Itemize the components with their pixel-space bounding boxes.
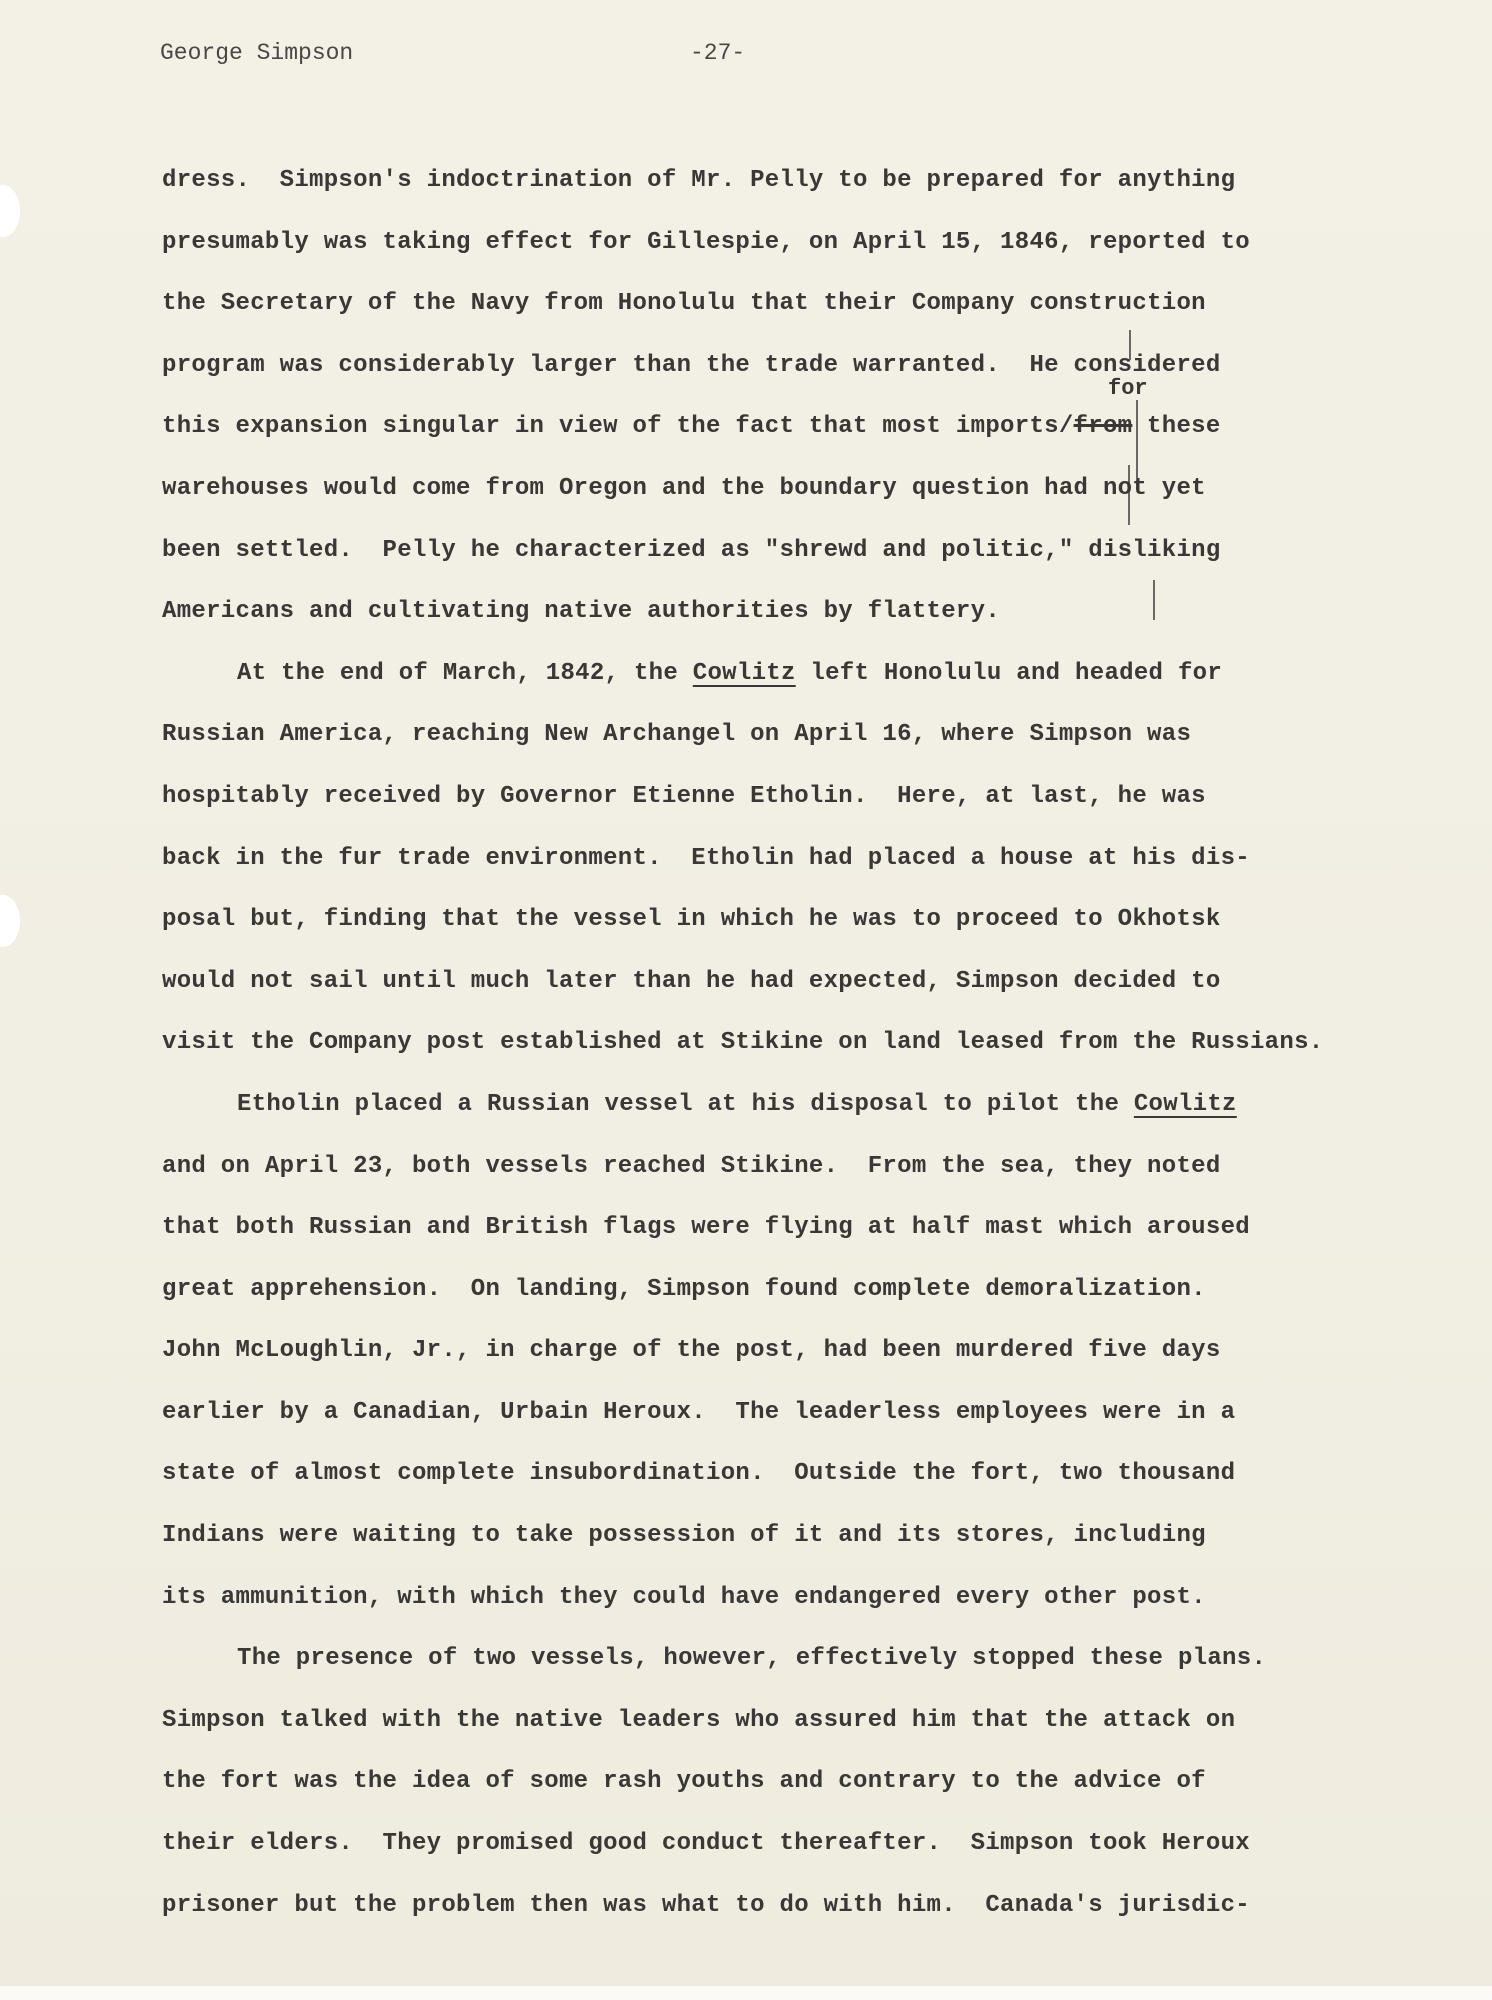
text-line: great apprehension. On landing, Simpson found complete demoralization. bbox=[162, 1275, 1206, 1303]
text-segment: At the end of March, 1842, the bbox=[237, 659, 693, 687]
body-text bbox=[162, 150, 1392, 1936]
punch-hole bbox=[0, 185, 20, 237]
text-segment: Etholin placed a Russian vessel at his disposal to pilot the bbox=[237, 1090, 1134, 1118]
text-line: been settled. Pelly he characterized as "shrewd and politic," disliking bbox=[162, 536, 1221, 564]
text-line: Indians were waiting to take possession of it and its stores, including bbox=[162, 1522, 1206, 1550]
text-segment: the Secretary of the Navy from Honolulu that bbox=[162, 290, 824, 318]
page-bottom-edge bbox=[0, 1986, 1492, 2000]
text-line: earlier by a Canadian, Urbain Heroux. The leaderless employees were in a bbox=[162, 1398, 1236, 1426]
text-line: state of almost complete insubordination. Outside the fort, two thousand bbox=[162, 1460, 1236, 1488]
text-line: that both Russian and British flags were flying at half mast which aroused bbox=[162, 1214, 1250, 1242]
text-line: and on April 23, both vessels reached Stikine. From the sea, they noted bbox=[162, 1152, 1221, 1180]
text-line: posal but, finding that the vessel in which he was to proceed to Okhotsk bbox=[162, 906, 1221, 934]
typed-over-word: their bbox=[823, 290, 898, 318]
text-line: presumably was taking effect for Gillespie, on April 15, 1846, reported to bbox=[162, 228, 1250, 256]
text-line: visit the Company post established at Stikine on land leased from the Russians. bbox=[162, 1029, 1324, 1057]
text-line: program was considerably larger than the trade warranted. He considered bbox=[162, 351, 1221, 379]
text-line: their elders. They promised good conduct thereafter. Simpson took Heroux bbox=[162, 1830, 1250, 1858]
text-line: the fort was the idea of some rash youths and contrary to the advice of bbox=[162, 1768, 1206, 1796]
text-line bbox=[162, 1074, 1392, 1136]
text-line: The presence of two vessels, however, effectively stopped these plans. bbox=[237, 1645, 1267, 1673]
text-line: prisoner but the problem then was what to do with him. Canada's jurisdic- bbox=[162, 1891, 1250, 1919]
text-line: Americans and cultivating native authorities by flattery. bbox=[162, 598, 1001, 626]
ship-name: Cowlitz bbox=[692, 659, 796, 687]
text-line: dress. Simpson's indoctrination of Mr. Pelly to be prepared for anything bbox=[162, 167, 1236, 194]
text-line: John McLoughlin, Jr., in charge of the post, had been murdered five days bbox=[162, 1337, 1221, 1365]
text-line: Russian America, reaching New Archangel on April 16, where Simpson was bbox=[162, 721, 1192, 749]
handwritten-correction: for bbox=[1108, 376, 1148, 401]
text-line: Simpson talked with the native leaders who assured him that the attack on bbox=[162, 1706, 1236, 1734]
text-line: warehouses would come from Oregon and the boundary question had not yet bbox=[162, 474, 1206, 502]
struck-word: from bbox=[1073, 413, 1133, 441]
page-number: -27- bbox=[690, 40, 746, 66]
text-segment: left Honolulu and headed for bbox=[795, 659, 1223, 687]
text-line bbox=[162, 643, 1392, 705]
text-segment: this expansion singular in view of the fact that most imports/ bbox=[162, 413, 1074, 441]
text-segment: these bbox=[1132, 413, 1221, 441]
text-line: its ammunition, with which they could have endangered every other post. bbox=[162, 1583, 1206, 1611]
text-line bbox=[162, 273, 1392, 335]
text-line: would not sail until much later than he had expected, Simpson decided to bbox=[162, 967, 1221, 995]
running-head: George Simpson bbox=[160, 40, 354, 66]
ship-name: Cowlitz bbox=[1133, 1090, 1237, 1118]
text-segment: Company construction bbox=[897, 290, 1206, 318]
page-header bbox=[160, 40, 1360, 80]
text-line: back in the fur trade environment. Etholin had placed a house at his dis- bbox=[162, 844, 1250, 872]
text-line bbox=[162, 396, 1392, 458]
text-line: hospitably received by Governor Etienne Etholin. Here, at last, he was bbox=[162, 782, 1206, 810]
punch-hole bbox=[0, 895, 20, 947]
